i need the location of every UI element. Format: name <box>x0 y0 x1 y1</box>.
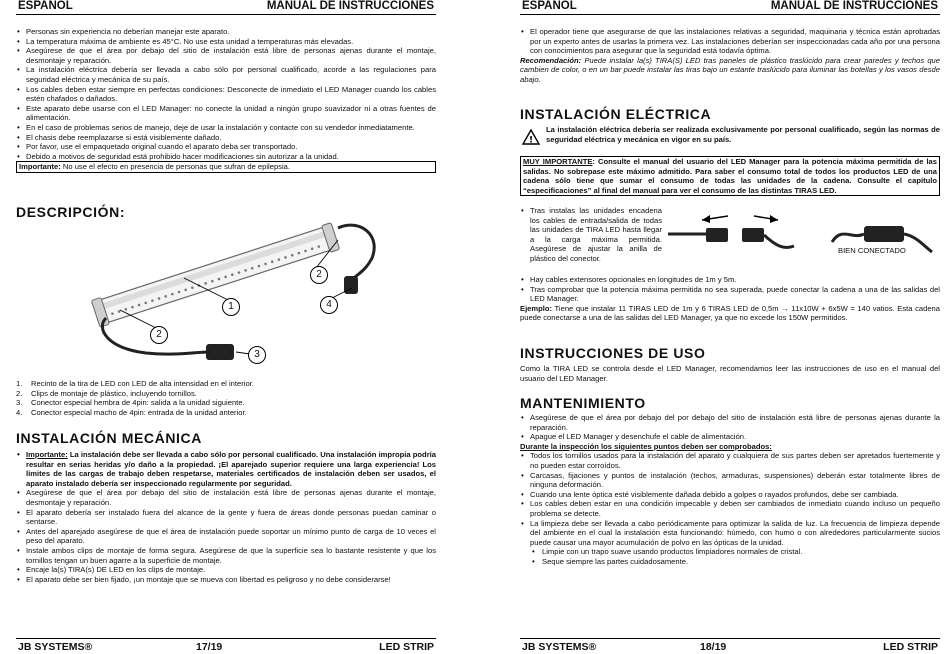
list-item: • El aparato debería ser instalado fuera del alcance de la gente y fuera de áreas donde personas puedan caminar o sentarse. <box>16 508 436 527</box>
safety-list <box>16 27 436 161</box>
list-item: • El chasis debe reemplazarse si está visiblemente dañado. <box>16 133 436 143</box>
footer-product: LED STRIP <box>379 641 434 653</box>
footer-page-number: 17/19 <box>196 641 223 653</box>
list-item: • Encaje la(s) TIRA(s) DE LED en los clips de montaje. <box>16 565 436 575</box>
list-item: • La temperatura máxima de ambiente es 45°C. No use esta unidad a temperaturas más elevadas. <box>16 37 436 47</box>
mantenimiento-heading: MANTENIMIENTO <box>520 395 646 411</box>
list-item: • Asegúrese de que el área por debajo del sitio de instalación está libre de personas ajenas durante el montaje, desmontaje y reparación. <box>16 488 436 507</box>
left-page <box>16 0 436 654</box>
muy-importante-box: MUY IMPORTANTE: Consulte el manual del usuario del LED Manager para la potencia máxima permitida de las salidas. No sobrepase este máximo admitido. Para saber el consumo total de todos los productos LED de una cadena sólo tiene que sumar el consumo de todas las unidades de la cadena. Consulte el capítulo “especificaciones” al final del manual para ver el consumo de las distintas TIRAS LED. <box>520 156 940 196</box>
top-list <box>520 27 940 56</box>
footer-product: LED STRIP <box>883 641 938 653</box>
list-item: 3. Conector especial hembra de 4pin: salida a la unidad siguiente. <box>16 398 245 408</box>
footer-page-number: 18/19 <box>700 641 727 653</box>
list-item: 4. Conector especial macho de 4pin: entrada de la unidad anterior. <box>16 407 247 417</box>
uso-section: Como la TIRA LED se controla desde el LED Manager, recomendamos leer las instrucciones de uso en el manual del usuario del LED Manager. <box>520 364 940 383</box>
right-page <box>520 0 940 654</box>
list-item: • Este aparato debe usarse con el LED Manager: no conecte la unidad a ningún grupo suavizador ni a otras fuentes de alimentación. <box>16 104 436 123</box>
connect-list <box>520 206 662 264</box>
electrical-warning-text: La instalación eléctrica debería ser realizada exclusivamente por personal cualificado, según las normas de seguridad eléctrica y mecánica en vigor en su país. <box>546 125 940 144</box>
ejemplo-paragraph: Ejemplo: Tiene que instalar 11 TIRAS LED de 1m y 6 TIRAS LED de 0,5m → 11x10W + 6x5W = 140 vatios. Esta cadena puede conectarse a una de las salidas del LED Manager, ya que no excede los 150W permitidos. <box>520 303 940 323</box>
header-language: ESPAÑOL <box>522 0 577 12</box>
list-item: • Limpie con un trapo suave usando productos limpiadores normales de cristal. <box>520 547 940 557</box>
list-item: • Cuando una lente óptica esté visiblemente dañada debido a golpes o rayados profundos, debe ser cambiada. <box>520 490 940 500</box>
page-footer <box>520 638 940 653</box>
descripcion-heading: DESCRIPCIÓN: <box>16 204 126 220</box>
important-text: No use el efecto en presencia de personas que sufran de epilepsia. <box>60 162 290 172</box>
list-item: • En el caso de problemas serios de manejo, deje de usar la instalación y contacte con su vendedor inmediatamente. <box>16 123 436 133</box>
mantenimiento-section <box>520 413 940 567</box>
list-item: • Tras instalas las unidades encadena los cables de entrada/salida de todas las unidades de TIRA LED hasta llegar a la carga máxima permitida. Asegúrese de ajustar la anilla de plástico del conector. <box>520 206 662 264</box>
list-item: • Apague el LED Manager y desenchufe el cable de alimentación. <box>520 432 940 442</box>
list-item: • Hay cables extensores opcionales en longitudes de 1m y 5m. <box>520 275 940 285</box>
important-label: Importante: <box>19 162 61 172</box>
page-header <box>16 0 436 15</box>
list-item: • Personas sin experiencia no deberían manejar este aparato. <box>16 27 436 37</box>
top-section <box>520 27 940 85</box>
list-item: • Tras comprobar que la potencia máxima permitida no sea superada, puede conectar la cadena a una de las salidas del LED Manager. <box>520 285 940 304</box>
safety-section <box>16 27 436 173</box>
electrica-heading: INSTALACIÓN ELÉCTRICA <box>520 106 712 122</box>
mecanica-section <box>16 450 436 584</box>
list-item: • Asegúrese de que el área por debajo del por debajo del sitio de instalación está libre de personas ajenas durante la reparación. <box>520 413 940 432</box>
header-title: MANUAL DE INSTRUCCIONES <box>770 0 938 12</box>
footer-brand: JB SYSTEMS® <box>18 641 93 653</box>
connect-section <box>520 206 662 264</box>
mecanica-list <box>16 450 436 584</box>
header-title: MANUAL DE INSTRUCCIONES <box>266 0 434 12</box>
connector-figure <box>666 206 936 276</box>
recommendation-paragraph: Recomendación: Puede instalar la(s) TIRA(S) LED tras paneles de plástico traslúcido para crear paredes y techos que cambien de color, o en un bar puede instalar las tiras bajo un estante traslúcido para iluminar las botellas y los vasos desde abajo. <box>520 55 940 84</box>
cleaning-sub-list <box>520 547 940 566</box>
list-item: • Los cables deben estar en una condición impecable y deben ser cambiados de inmediato cuando incluso un pequeño problema se detecte. <box>520 499 940 518</box>
svg-text:!: ! <box>528 135 534 145</box>
list-item: • El aparato debe ser bien fijado, ¡un montaje que se mueva con libertad es peligroso y no debe considerarse! <box>16 575 436 585</box>
list-item: • Antes del aparejado asegúrese de que el área de instalación puede soportar un mínimo punto de carga de 10 veces el peso del aparato. <box>16 527 436 546</box>
description-list <box>16 379 436 417</box>
list-item: • Por favor, use el empaquetado original cuando el aparato deba ser transportado. <box>16 142 436 152</box>
list-item: • Debido a motivos de seguridad está prohibido hacer modificaciones sin autorizar a la unidad. <box>16 152 436 162</box>
led-strip-figure <box>76 218 396 368</box>
list-item: • Instale ambos clips de montaje de forma segura. Asegúrese de que la superficie sea lo bastante resistente y que los tornillos tengan un buen agarre a la superficie de montaje. <box>16 546 436 565</box>
extra-section <box>520 275 940 323</box>
list-item: • Asegúrese de que el área por debajo del sitio de instalación está libre de personas ajenas durante el montaje, desmontaje y reparación. <box>16 46 436 65</box>
list-item: • Seque siempre las partes cuidadosamente. <box>520 557 940 567</box>
inspection-list <box>520 451 940 547</box>
callout-2-left: 2 <box>150 326 168 344</box>
mecanica-heading: INSTALACIÓN MECÁNICA <box>16 430 202 446</box>
inspection-heading: Durante la inspección los siguientes puntos deben ser comprobados: <box>520 441 772 451</box>
list-item: 2. Clips de montaje de plástico, incluyendo tornillos. <box>16 388 197 398</box>
callout-1: 1 <box>222 298 240 316</box>
callout-2: 2 <box>310 266 328 284</box>
epilepsy-warning-box <box>16 161 436 173</box>
maintenance-list <box>520 413 940 442</box>
callout-4: 4 <box>320 296 338 314</box>
list-item: • Importante: La instalación debe ser llevada a cabo sólo por personal cualificado. Una instalación impropia podría resultar en serias heridas y/o daño a la propiedad. ¡El aparejado superior requiere una larga experiencia! Los límites de las cargas de trabajo deben respetarse, materiales certificados de instalación deben ser usados, el aparato instalado debería ser inspeccionado regularmente por seguridad. <box>16 450 436 488</box>
list-item: • El operador tiene que asegurarse de que las instalaciones relativas a seguridad, maquinaria y técnica están aprobadas por un experto antes de usarlas la primera vez. Las instalaciones deberían ser inspeccionadas cada año por una persona con conocimientos para asegurar que la seguridad está todavía óptima. <box>520 27 940 56</box>
description-list-section <box>16 379 436 417</box>
led-strip-illustration <box>76 218 396 368</box>
connection-illustration <box>666 206 936 276</box>
bien-conectado-label: BIEN CONECTADO <box>838 246 906 255</box>
header-language: ESPAÑOL <box>18 0 73 12</box>
list-item: • Los cables deben estar siempre en perfectas condiciones: Desconecte de inmediato el LED Manager cuando los cables estén chafados o dañados. <box>16 85 436 104</box>
page-header <box>520 0 940 15</box>
callout-3: 3 <box>248 346 266 364</box>
list-item: • La instalación eléctrica debería ser llevada a cabo sólo por personal cualificado, acorde a las regulaciones para seguridad eléctrica y mecánica de su país. <box>16 65 436 84</box>
list-item: • Carcasas, fijaciones y puntos de instalación (techos, armaduras, suspensiones) deberán estar totalmente libres de ninguna deformación. <box>520 471 940 490</box>
footer-brand: JB SYSTEMS® <box>522 641 597 653</box>
page-footer <box>16 638 436 653</box>
uso-heading: INSTRUCCIONES DE USO <box>520 345 706 361</box>
list-item: • Todos los tornillos usados para la instalación del aparato y cualquiera de sus partes deben ser apretados fuertemente y no pueden estar corroídos. <box>520 451 940 470</box>
warning-icon <box>522 129 540 145</box>
list-item: • La limpieza debe ser llevada a cabo periódicamente para optimizar la salida de luz. La frecuencia de limpieza depende del ambiente en el cual la instalación esta funcionando: húmedo, con humo o con alrededores particularmente sucios puede causar una mayor acumulación de polvo en las ópticas de la unidad. <box>520 519 940 548</box>
list-item: 1. Recinto de la tira de LED con LED de alta intensidad en el interior. <box>16 379 254 388</box>
extra-list <box>520 275 940 304</box>
